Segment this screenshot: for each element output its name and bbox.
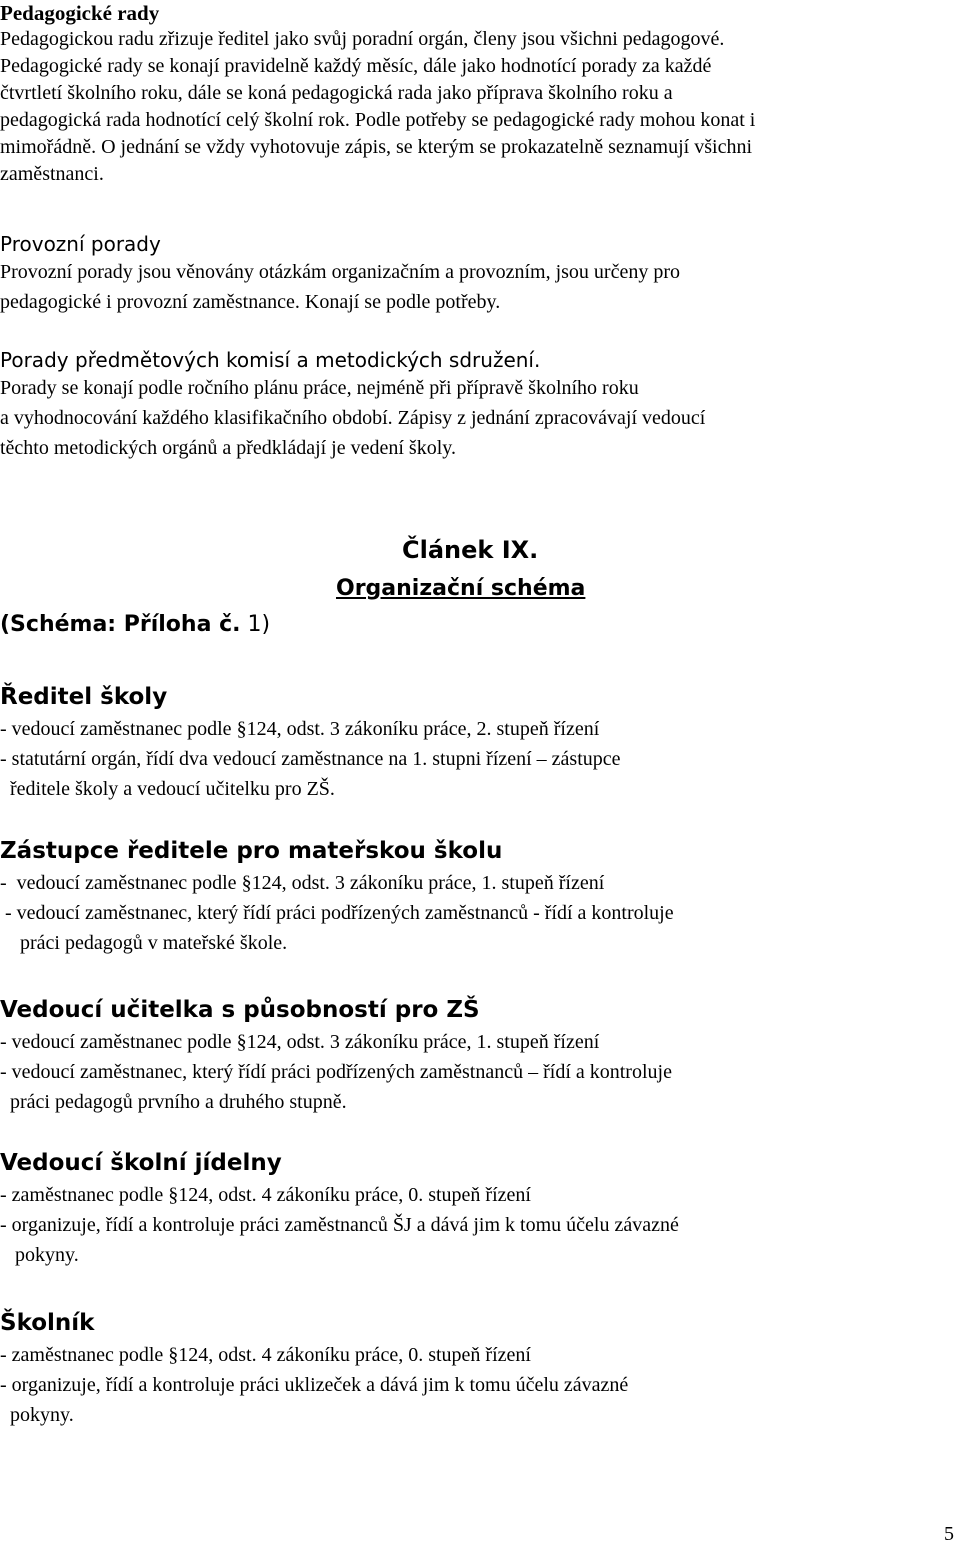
body-line: zaměstnanci. (0, 163, 104, 185)
role-body (0, 868, 960, 958)
role-body (0, 1180, 960, 1270)
role-heading: Školník (0, 1310, 95, 1336)
article-subtitle: Organizační schéma (336, 576, 586, 601)
role-heading: Zástupce ředitele pro mateřskou školu (0, 838, 503, 864)
role-body (0, 1027, 960, 1117)
section-provozni-porady (0, 231, 960, 317)
role-body (0, 714, 960, 804)
role-body (0, 1340, 960, 1430)
body-line: - zaměstnanec podle §124, odst. 4 zákoníku práce, 0. stupeň řízení (0, 1184, 531, 1206)
body-line: práci pedagogů prvního a druhého stupně. (0, 1091, 347, 1113)
body-line: - organizuje, řídí a kontroluje práci zaměstnanců ŠJ a dává jim k tomu účelu závazné (0, 1214, 679, 1236)
role-vedouci-ucitelka (0, 995, 960, 1117)
role-zastupce (0, 836, 960, 958)
body-line: ředitele školy a vedoucí učitelku pro ZŠ. (0, 778, 335, 800)
body-line: práci pedagogů v mateřské škole. (0, 932, 288, 954)
article-title: Článek IX. (402, 536, 539, 564)
body-line: těchto metodických orgánů a předkládají je vedení školy. (0, 437, 456, 459)
body-line: Pedagogickou radu zřizuje ředitel jako svůj poradní orgán, členy jsou všichni pedagogové. (0, 28, 725, 50)
section-heading: Porady předmětových komisí a metodických sdružení. (0, 348, 541, 372)
body-line: - vedoucí zaměstnanec podle §124, odst. 3 zákoníku práce, 1. stupeň řízení (0, 872, 605, 894)
body-line: Pedagogické rady se konají pravidelně každý měsíc, dále jako hodnotící porady za každé (0, 55, 712, 77)
section-body (0, 373, 960, 463)
role-skolnik (0, 1308, 960, 1430)
section-porady-komisi (0, 347, 960, 463)
schema-note-number: 1) (240, 612, 271, 637)
schema-note (0, 612, 270, 637)
section-body (0, 257, 960, 317)
body-line: pedagogické i provozní zaměstnance. Konají se podle potřeby. (0, 291, 501, 313)
body-line: pedagogická rada hodnotící celý školní rok. Podle potřeby se pedagogické rady mohou konat i (0, 109, 756, 131)
section-body (0, 26, 960, 188)
page-number: 5 (944, 1523, 954, 1545)
section-heading: Provozní porady (0, 232, 161, 256)
body-line: čtvrtletí školního roku, dále se koná pedagogická rada jako příprava školního roku a (0, 82, 673, 104)
body-line: mimořádně. O jednání se vždy vyhotovuje zápis, se kterým se prokazatelně seznamují všichni (0, 136, 753, 158)
body-line: - statutární orgán, řídí dva vedoucí zaměstnance na 1. stupni řízení – zástupce (0, 748, 621, 770)
body-line: - vedoucí zaměstnanec podle §124, odst. 3 zákoníku práce, 1. stupeň řízení (0, 1031, 600, 1053)
body-line: a vyhodnocování každého klasifikačního období. Zápisy z jednání zpracovávají vedoucí (0, 407, 706, 429)
role-vedouci-jidelny (0, 1148, 960, 1270)
role-heading: Vedoucí učitelka s působností pro ZŠ (0, 997, 480, 1023)
body-line: Porady se konají podle ročního plánu práce, nejméně při přípravě školního roku (0, 377, 639, 399)
section-pedagogicke-rady (0, 0, 960, 188)
role-reditel (0, 682, 960, 804)
role-heading: Ředitel školy (0, 684, 168, 710)
body-line: pokyny. (0, 1244, 79, 1266)
body-line: - organizuje, řídí a kontroluje práci uklizeček a dává jim k tomu účelu závazné (0, 1374, 629, 1396)
body-line: Provozní porady jsou věnovány otázkám organizačním a provozním, jsou určeny pro (0, 261, 681, 283)
section-heading: Pedagogické rady (0, 1, 160, 25)
body-line: - zaměstnanec podle §124, odst. 4 zákoníku práce, 0. stupeň řízení (0, 1344, 531, 1366)
schema-note-bold: (Schéma: Příloha č. (0, 612, 241, 637)
role-heading: Vedoucí školní jídelny (0, 1150, 282, 1176)
body-line: pokyny. (0, 1404, 74, 1426)
body-line: - vedoucí zaměstnanec, který řídí práci podřízených zaměstnanců - řídí a kontroluje (0, 902, 674, 924)
body-line: - vedoucí zaměstnanec, který řídí práci podřízených zaměstnanců – řídí a kontroluje (0, 1061, 672, 1083)
body-line: - vedoucí zaměstnanec podle §124, odst. 3 zákoníku práce, 2. stupeň řízení (0, 718, 600, 740)
